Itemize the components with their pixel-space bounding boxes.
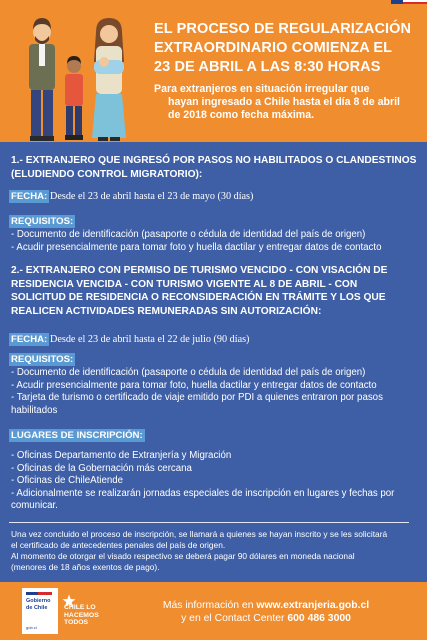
list-item: - Documento de identificación (pasaporte o cédula de identidad del país de origen) <box>11 367 366 378</box>
section1-fecha-text: Desde el 23 de abril hasta el 23 de mayo (30 días) <box>50 191 254 202</box>
list-item: habilitados <box>11 404 58 416</box>
footer-banner <box>0 582 427 640</box>
header-banner <box>0 0 427 142</box>
lema-line: HACEMOS <box>64 611 99 619</box>
section2-fecha-text: Desde el 23 de abril hasta el 22 de julio (90 días) <box>50 334 250 345</box>
list-item: - Oficinas de ChileAtiende <box>11 475 124 486</box>
section1-requisitos-tag: REQUISITOS: <box>11 216 74 227</box>
logo-text-line: Gobierno <box>26 598 51 604</box>
family-illustration-icon <box>18 14 138 142</box>
divider <box>9 522 409 523</box>
header-subtitle-line: de 2018 como fecha máxima. <box>168 109 315 121</box>
more-info-prefix: Más información en <box>162 600 257 611</box>
list-item: - Acudir presencialmente para tomar foto y huella dactilar y entregar datos de contacto <box>11 241 382 253</box>
section1-title-line: (ELUDIENDO CONTROL MIGRATORIO): <box>11 168 203 180</box>
list-item: - Adicionalmente se realizarán jornadas especiales de inscripción en lugares y fechas por <box>11 487 395 499</box>
list-item: - Documento de identificación (pasaporte o cédula de identidad del país de origen) <box>11 229 366 240</box>
website-link[interactable]: www.extranjeria.gob.cl <box>256 600 370 611</box>
header-title <box>154 20 420 77</box>
section2-title <box>11 264 387 318</box>
header-subtitle-line: hayan ingresado a Chile hasta el día 8 de abril <box>168 96 400 108</box>
header-subtitle <box>154 83 422 122</box>
section1-requisitos-list <box>11 229 381 254</box>
list-item: - Acudir presencialmente para tomar foto, huella dactilar y entregar datos de contacto <box>11 379 377 391</box>
footnote-line: (menores de 18 años exentos de pago). <box>11 562 160 572</box>
footnote-line: el certificado de antecedentes penales del país de origen. <box>11 540 226 550</box>
section2-title-line: REALICEN ACTIVIDADES REMUNERADAS SIN AUTORIZACIÓN: <box>11 305 322 317</box>
header-subtitle-line: Para extranjeros en situación irregular que <box>154 83 370 95</box>
chile-flag-stripe <box>391 0 427 4</box>
list-item: comunicar. <box>11 500 58 511</box>
section2-title-line: RESIDENCIA VENCIDA - CON TURISMO VIGENTE AL 8 DE ABRIL - CON <box>11 278 358 290</box>
section1-title-line: 1.- EXTRANJERO QUE INGRESÓ POR PASOS NO HABILITADOS O CLANDESTINOS <box>11 155 417 166</box>
footnote-line: Al momento de otorgar el visado respectivo se deberá pagar 90 dólares en moneda nacional <box>11 551 355 561</box>
section1-fecha-tag: FECHA: <box>11 191 48 202</box>
section2-requisitos-tag: REQUISITOS: <box>11 354 74 365</box>
list-item: - Oficinas Departamento de Extranjería y Migración <box>11 450 232 461</box>
section1-title <box>11 154 416 181</box>
footnote <box>11 529 417 573</box>
section2-title-line: SOLICITUD DE RESIDENCIA O RECONSIDERACIÓN EN TRÁMITE Y LOS QUE <box>11 292 386 303</box>
logo-small-text: gob.cl <box>26 625 37 630</box>
header-title-line: EL PROCESO DE REGULARIZACIÓN <box>154 21 412 37</box>
header-title-line: 23 DE ABRIL A LAS 8:30 HORAS <box>154 59 381 75</box>
footnote-line: Una vez concluido el proceso de inscripción, se llamará a quienes se hayan inscrito y se les solicitará <box>11 529 388 539</box>
list-item: - Tarjeta de turismo o certificado de viaje emitido por PDI a quienes entraron por pasos <box>11 392 383 403</box>
section2-requisitos-list <box>11 367 383 417</box>
section2-fecha-tag: FECHA: <box>11 334 48 345</box>
lugares-list <box>11 450 394 513</box>
list-item: - Oficinas de la Gobernación más cercana <box>11 462 192 474</box>
lugares-tag: LUGARES DE INSCRIPCIÓN: <box>11 430 143 441</box>
contact-info <box>0 599 427 625</box>
lema-line: CHILE LO <box>64 604 96 611</box>
lema-line: TODOS <box>64 619 89 627</box>
logo-text-line: de Chile <box>26 604 48 611</box>
header-title-line: EXTRAORDINARIO COMIENZA EL <box>154 40 393 56</box>
section2-title-line: 2.- EXTRANJERO CON PERMISO DE TURISMO VENCIDO - CON VISACIÓN DE <box>11 265 388 276</box>
contact-prefix: y en el Contact Center <box>181 613 288 624</box>
phone-number: 600 486 3000 <box>287 613 351 624</box>
